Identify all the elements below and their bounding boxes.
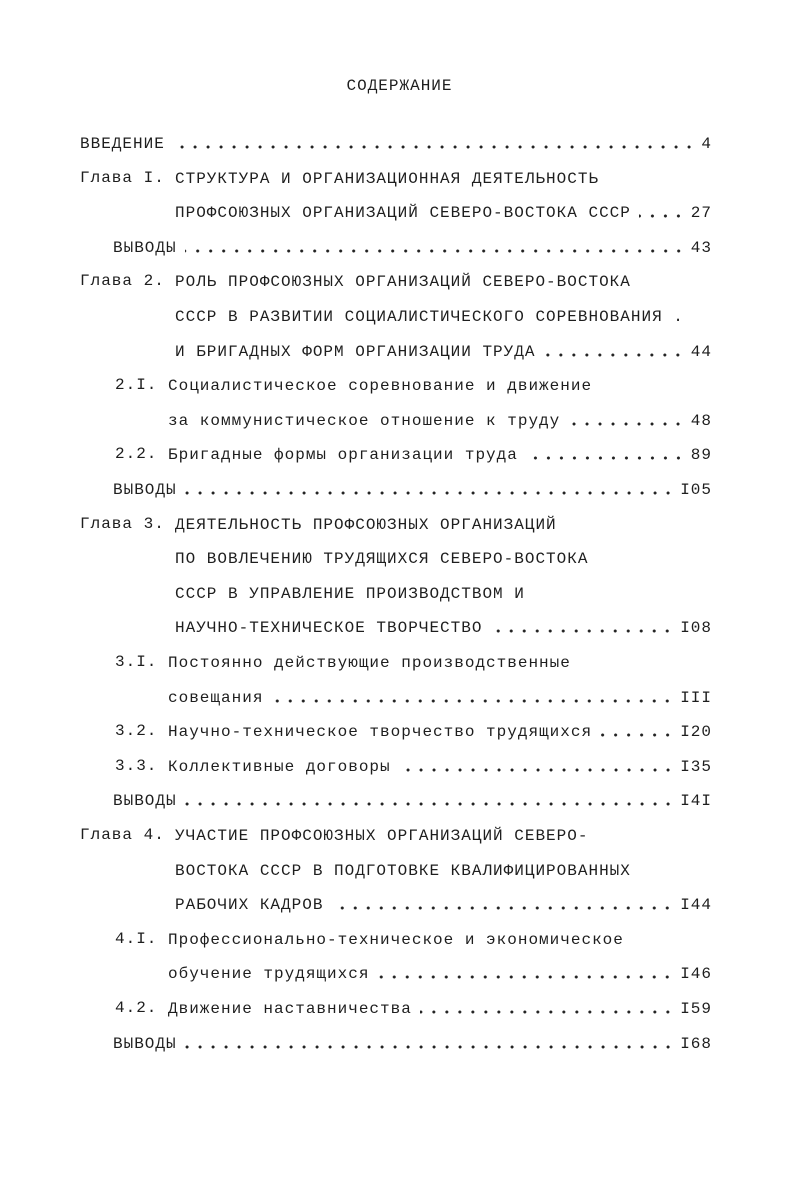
entry-title[interactable]: за коммунистическое отношение к труду xyxy=(168,411,561,430)
section-number: 3.2. xyxy=(115,722,158,741)
toc-line xyxy=(80,131,712,153)
section-number: 2.2. xyxy=(115,445,158,464)
page-number: I08 xyxy=(680,619,712,638)
entry-title[interactable]: ВВЕДЕНИЕ xyxy=(80,135,165,153)
dot-leader xyxy=(420,1009,674,1015)
page-number: 44 xyxy=(690,342,712,361)
entry-title[interactable]: Социалистическое соревнование и движение xyxy=(168,377,593,396)
entry-title[interactable]: РАБОЧИХ КАДРОВ xyxy=(175,896,324,915)
toc-line xyxy=(175,892,712,914)
entry-title[interactable]: УЧАСТИЕ ПРОФСОЮЗНЫХ ОРГАНИЗАЦИЙ СЕВЕРО- xyxy=(175,827,589,845)
dot-leader xyxy=(185,1044,675,1050)
dot-leader xyxy=(600,732,674,738)
page-number: I4I xyxy=(680,792,712,811)
entry-title[interactable]: Коллективные договоры xyxy=(168,757,391,776)
section-number: 3.I. xyxy=(115,653,158,671)
dot-leader xyxy=(377,974,674,980)
page-number: 4 xyxy=(701,135,712,153)
page-number: III xyxy=(680,688,712,707)
dot-leader xyxy=(543,352,684,358)
page-number: I44 xyxy=(680,896,712,915)
dot-leader xyxy=(399,767,675,773)
dot-leader xyxy=(185,490,675,496)
toc-line xyxy=(168,719,712,741)
toc-line xyxy=(175,200,712,222)
entry-title[interactable]: ПО ВОВЛЕЧЕНИЮ ТРУДЯЩИХСЯ СЕВЕРО-ВОСТОКА xyxy=(175,550,589,569)
page-number: I59 xyxy=(680,1000,712,1018)
page-number: I20 xyxy=(680,723,712,742)
entry-title[interactable]: СССР В РАЗВИТИИ СОЦИАЛИСТИЧЕСКОГО СОРЕВНОВАНИЯ . xyxy=(175,308,684,326)
toc-line xyxy=(168,408,712,430)
toc-line xyxy=(175,339,712,361)
toc-line xyxy=(113,1031,712,1053)
page-number: I46 xyxy=(680,965,712,984)
entry-title[interactable]: НАУЧНО-ТЕХНИЧЕСКОЕ ТВОРЧЕСТВО xyxy=(175,619,483,638)
entry-title[interactable]: совещания xyxy=(168,688,264,707)
entry-title[interactable]: РОЛЬ ПРОФСОЮЗНЫХ ОРГАНИЗАЦИЙ СЕВЕРО-ВОСТОКА xyxy=(175,273,631,292)
entry-title[interactable]: ВЫВОДЫ xyxy=(113,1034,177,1053)
dot-leader xyxy=(271,698,674,704)
entry-title[interactable]: Профессионально-техническое и экономическое xyxy=(168,930,624,949)
entry-title[interactable]: Бригадные формы организации труда xyxy=(168,446,518,465)
dot-leader xyxy=(639,213,685,219)
toc-line xyxy=(168,927,712,949)
entry-title[interactable]: ПРОФСОЮЗНЫХ ОРГАНИЗАЦИЙ СЕВЕРО-ВОСТОКА СССР xyxy=(175,204,631,223)
entry-title[interactable]: ВЫВОДЫ xyxy=(113,481,177,499)
entry-title[interactable]: Движение наставничества xyxy=(168,1000,412,1018)
toc-line xyxy=(168,961,712,983)
dot-leader xyxy=(526,455,685,461)
dot-leader xyxy=(568,421,685,427)
toc-line xyxy=(175,166,712,188)
toc-line xyxy=(175,858,712,880)
chapter-number: Глава 3. xyxy=(80,514,165,533)
entry-title[interactable]: ВОСТОКА СССР В ПОДГОТОВКЕ КВАЛИФИЦИРОВАННЫХ xyxy=(175,861,631,880)
toc-line xyxy=(113,788,712,810)
dot-leader xyxy=(185,801,675,807)
toc-line xyxy=(168,685,712,707)
chapter-number: Глава I. xyxy=(80,168,165,187)
toc-line xyxy=(168,650,712,672)
toc-line xyxy=(168,996,712,1018)
toc-line xyxy=(175,546,712,568)
entry-title[interactable]: обучение трудящихся xyxy=(168,965,370,984)
page-number: I35 xyxy=(680,757,712,776)
section-number: 2.I. xyxy=(115,376,158,395)
toc-line xyxy=(168,754,712,776)
chapter-number: Глава 2. xyxy=(80,272,165,291)
page-number: 43 xyxy=(690,238,712,257)
toc-line xyxy=(175,269,712,291)
page-number: I68 xyxy=(680,1034,712,1053)
dot-leader xyxy=(173,144,696,150)
entry-title[interactable]: И БРИГАДНЫХ ФОРМ ОРГАНИЗАЦИИ ТРУДА xyxy=(175,342,536,361)
section-number: 4.I. xyxy=(115,929,158,948)
entry-title[interactable]: Научно-техническое творчество трудящихся xyxy=(168,723,593,742)
entry-title[interactable]: ВЫВОДЫ xyxy=(113,792,177,811)
toc-line xyxy=(175,304,712,326)
entry-title[interactable]: ДЕЯТЕЛЬНОСТЬ ПРОФСОЮЗНЫХ ОРГАНИЗАЦИЙ xyxy=(175,515,557,534)
toc-line xyxy=(175,512,712,534)
section-number: 4.2. xyxy=(115,999,158,1017)
dot-leader xyxy=(490,628,674,634)
page-number: I05 xyxy=(680,481,712,499)
toc-line xyxy=(113,477,712,499)
entry-title[interactable]: СССР В УПРАВЛЕНИЕ ПРОИЗВОДСТВОМ И xyxy=(175,584,525,603)
toc-title: СОДЕРЖАНИЕ xyxy=(346,77,453,95)
toc-line xyxy=(175,823,712,845)
chapter-number: Глава 4. xyxy=(80,826,165,844)
dot-leader xyxy=(331,905,674,911)
page-number: 27 xyxy=(690,204,712,223)
toc-line xyxy=(175,581,712,603)
toc-line xyxy=(175,615,712,637)
page-number: 89 xyxy=(690,446,712,465)
dot-leader xyxy=(185,248,685,254)
toc-line xyxy=(113,235,712,257)
toc-line xyxy=(168,373,712,395)
page-number: 48 xyxy=(690,411,712,430)
entry-title[interactable]: ВЫВОДЫ xyxy=(113,238,177,257)
entry-title[interactable]: СТРУКТУРА И ОРГАНИЗАЦИОННАЯ ДЕЯТЕЛЬНОСТЬ xyxy=(175,169,600,188)
section-number: 3.3. xyxy=(115,756,158,775)
toc-line xyxy=(168,442,712,464)
entry-title[interactable]: Постоянно действующие производственные xyxy=(168,654,571,672)
